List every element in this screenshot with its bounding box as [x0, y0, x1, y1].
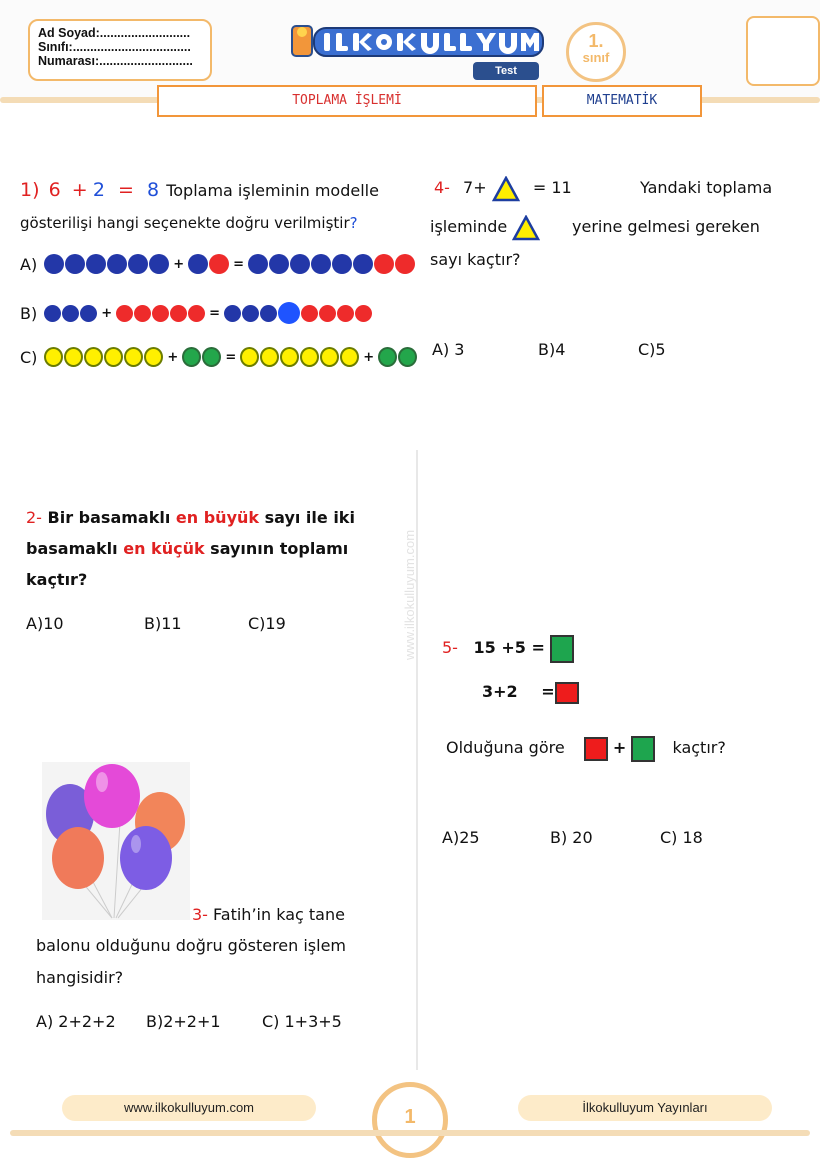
q2-highlight-largest: en büyük — [175, 508, 260, 527]
test-badge: Test — [473, 62, 539, 80]
q4-answer-b[interactable]: B)4 — [538, 340, 566, 359]
q1-option-b-result-navy-dot — [242, 305, 259, 322]
question-2 — [26, 502, 386, 595]
subject-title: MATEMATİK — [542, 85, 702, 117]
q4-text-1: Yandaki toplama — [640, 178, 773, 197]
q1-eq-plus: + — [71, 179, 88, 201]
watermark: www.ilkokulluyum.com — [402, 529, 417, 660]
student-class-line: Sınıfı:.................................. — [38, 40, 191, 54]
q1-option-b-result-navy-dot — [260, 305, 277, 322]
q1-option-c-result-2-green-dot — [378, 347, 397, 367]
q5-answer-b[interactable]: B) 20 — [550, 828, 593, 847]
q1-option-a-equals: = — [233, 256, 244, 272]
q1-option-a-result-navy-dot — [353, 254, 373, 274]
q1-option-c-left-yellow-dot — [44, 347, 63, 367]
score-box — [746, 16, 820, 86]
q1-option-c-right-green-dot — [202, 347, 221, 367]
q1-number: 1) — [20, 179, 40, 201]
q4-text-2a: işleminde — [430, 217, 508, 236]
q1-option-a-result-red-dot — [395, 254, 415, 274]
q1-option-b[interactable] — [20, 302, 372, 324]
q2-text-1: Bir basamaklı — [47, 508, 171, 527]
q1-option-a-result-red-dot — [374, 254, 394, 274]
q3-answer-c[interactable]: C) 1+3+5 — [262, 1012, 342, 1031]
q5-answer-c[interactable]: C) 18 — [660, 828, 703, 847]
question-1 — [20, 174, 416, 239]
q1-option-c-result-yellow-dot — [280, 347, 299, 367]
q1-option-b-result-red-dot — [337, 305, 354, 322]
q3-answer-b[interactable]: B)2+2+1 — [146, 1012, 221, 1031]
q5-number: 5- — [442, 638, 458, 657]
q1-option-a-right-red-dot — [209, 254, 229, 274]
question-4-line-2 — [430, 211, 790, 243]
q2-text-4: basamaklı — [26, 539, 118, 558]
q2-text-7: kaçtır? — [26, 570, 88, 589]
q2-number: 2- — [26, 508, 42, 527]
balloons-image — [42, 762, 190, 920]
q1-eq-a: 6 — [48, 179, 61, 201]
q1-option-b-result-red-dot — [301, 305, 318, 322]
q1-option-b-right-red-dot — [170, 305, 187, 322]
grade-badge — [566, 22, 626, 82]
grade-number: 1. — [588, 31, 604, 51]
q1-option-a-result-navy-dot — [269, 254, 289, 274]
q1-option-b-label: B) — [20, 303, 38, 323]
q1-option-b-result-blue-dot — [278, 302, 300, 324]
q4-answer-a[interactable]: A) 3 — [432, 340, 465, 359]
q1-option-b-result-red-dot — [355, 305, 372, 322]
q1-option-a-right-navy-dot — [188, 254, 208, 274]
q1-option-c-equals: = — [225, 349, 237, 365]
q1-option-c-right-green-dot — [182, 347, 201, 367]
q3-answer-a[interactable]: A) 2+2+2 — [36, 1012, 116, 1031]
q1-option-c-plus-2: + — [363, 349, 375, 365]
red-square-icon — [555, 682, 579, 704]
q1-option-b-right-red-dot — [134, 305, 151, 322]
red-square-icon — [584, 737, 608, 761]
q1-option-c-result-yellow-dot — [300, 347, 319, 367]
q1-option-a-left-navy-dot — [149, 254, 169, 274]
q2-text-6: sayının toplamı — [210, 539, 349, 558]
q5-equals-1: = — [531, 638, 545, 657]
page-number: 1 — [372, 1082, 448, 1158]
q3-text-1: Fatih’in kaç tane — [213, 905, 345, 924]
q3-text-2: balonu olduğunu doğru gösteren işlem — [36, 936, 347, 955]
q5-answer-a[interactable]: A)25 — [442, 828, 480, 847]
question-5-line-3 — [446, 732, 726, 764]
q1-option-c-result-yellow-dot — [260, 347, 279, 367]
q1-option-c-result-yellow-dot — [340, 347, 359, 367]
q1-option-c-result-2-green-dot — [398, 347, 417, 367]
q1-option-b-equals: = — [209, 305, 221, 321]
question-5-line-2 — [482, 676, 579, 708]
q1-eq-c: 8 — [147, 179, 160, 201]
q5-equals-2: = — [541, 682, 555, 701]
q2-answer-c[interactable]: C)19 — [248, 614, 286, 633]
q1-option-a-result-navy-dot — [290, 254, 310, 274]
q1-option-b-result-navy-dot — [224, 305, 241, 322]
student-info-box — [28, 19, 212, 81]
q1-eq-equals: = — [118, 179, 134, 201]
q1-option-c-left-yellow-dot — [124, 347, 143, 367]
q1-option-b-left-navy-dot — [44, 305, 61, 322]
question-3-line-1 — [192, 899, 345, 931]
q1-option-a-left-navy-dot — [107, 254, 127, 274]
q1-option-a-result-navy-dot — [332, 254, 352, 274]
question-5-line-1 — [442, 632, 574, 664]
question-4-line-1 — [434, 172, 794, 204]
q4-text-2b: yerine gelmesi gereken — [572, 217, 760, 236]
q5-plus: + — [612, 738, 627, 757]
student-name-line: Ad Soyad:.......................... — [38, 26, 191, 40]
q1-option-c-left-yellow-dot — [84, 347, 103, 367]
student-number-line: Numarası:........................... — [38, 54, 193, 68]
q1-option-b-left-navy-dot — [62, 305, 79, 322]
q2-text-3: sayı ile iki — [264, 508, 355, 527]
q1-option-c-left-yellow-dot — [144, 347, 163, 367]
q1-option-b-right-red-dot — [152, 305, 169, 322]
q3-text-3: hangisidir? — [36, 968, 124, 987]
q1-option-c-result-yellow-dot — [240, 347, 259, 367]
q3-number: 3- — [192, 905, 208, 924]
q1-option-c-label: C) — [20, 347, 38, 367]
q1-option-c-left-yellow-dot — [64, 347, 83, 367]
q1-option-a-label: A) — [20, 254, 38, 274]
q1-option-a[interactable] — [20, 254, 415, 274]
q1-option-a-left-navy-dot — [128, 254, 148, 274]
q1-option-b-right-red-dot — [116, 305, 133, 322]
q1-option-a-left-navy-dot — [65, 254, 85, 274]
topic-title: TOPLAMA İŞLEMİ — [157, 85, 537, 117]
q1-option-c-plus: + — [167, 349, 179, 365]
q1-eq-b: 2 — [92, 179, 105, 201]
q5-text-after: kaçtır? — [672, 738, 726, 757]
triangle-icon — [512, 215, 540, 241]
q5-text-before: Olduğuna göre — [446, 738, 565, 757]
q1-option-b-plus: + — [101, 305, 113, 321]
q1-option-a-result-navy-dot — [248, 254, 268, 274]
q1-question-mark: ? — [349, 214, 358, 232]
q1-option-a-plus: + — [173, 256, 185, 272]
q1-option-b-right-red-dot — [188, 305, 205, 322]
grade-word: sınıf — [582, 50, 610, 65]
q4-text-3: sayı kaçtır? — [430, 250, 521, 269]
q1-option-b-left-navy-dot — [80, 305, 97, 322]
q2-answer-a[interactable]: A)10 — [26, 614, 64, 633]
q1-text-1: Toplama işleminin modelle — [166, 181, 379, 200]
q1-option-c-left-yellow-dot — [104, 347, 123, 367]
q1-text-2: gösterilişi hangi seçenekte doğru verilmiştir — [20, 214, 350, 232]
q2-highlight-smallest: en küçük — [123, 539, 205, 558]
ilkokulluyum-logo — [290, 22, 545, 60]
q1-option-a-result-navy-dot — [311, 254, 331, 274]
footer-publisher: İlkokulluyum Yayınları — [518, 1095, 772, 1121]
q4-expr-left: 7+ — [463, 178, 487, 197]
q4-answer-c[interactable]: C)5 — [638, 340, 666, 359]
footer-divider — [10, 1130, 810, 1136]
q5-line-1: 15 +5 — [473, 638, 526, 657]
q1-option-c[interactable] — [20, 347, 417, 367]
triangle-icon — [492, 176, 520, 202]
q1-option-a-left-navy-dot — [44, 254, 64, 274]
q1-option-b-result-red-dot — [319, 305, 336, 322]
footer-website[interactable]: www.ilkokulluyum.com — [62, 1095, 316, 1121]
green-square-icon — [550, 635, 574, 663]
q1-option-c-result-yellow-dot — [320, 347, 339, 367]
q5-line-2: 3+2 — [482, 682, 518, 701]
q1-option-a-left-navy-dot — [86, 254, 106, 274]
q2-answer-b[interactable]: B)11 — [144, 614, 182, 633]
green-square-icon — [631, 736, 655, 762]
q4-number: 4- — [434, 178, 450, 197]
q4-expr-right: = 11 — [532, 178, 572, 197]
